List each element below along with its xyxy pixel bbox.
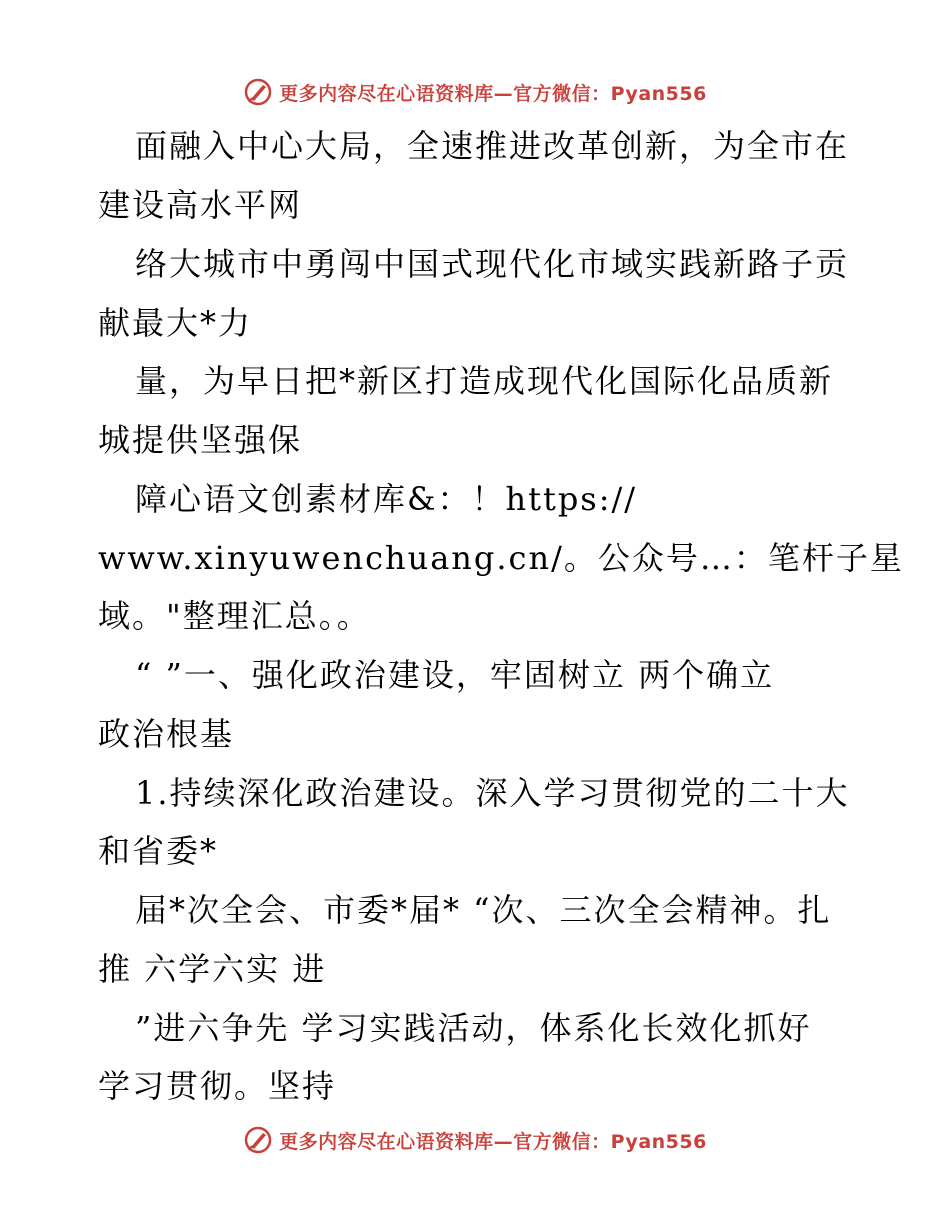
header-watermark (0, 72, 950, 112)
quill-logo-icon (243, 1125, 273, 1155)
text-line: 学习贯彻。坚持 (98, 1067, 337, 1105)
text-line: 量，为早日把*新区打造成现代化国际化品质新 (135, 362, 834, 400)
text-line: 1.持续深化政治建设。深入学习贯彻党的二十大 (135, 774, 850, 812)
text-line: 政治根基 (98, 715, 235, 753)
text-line: ”进六争先 学习实践活动，体系化长效化抓好 (135, 1009, 812, 1047)
text-line: 络大城市中勇闯中国式现代化市域实践新路子贡 (135, 245, 850, 283)
text-line: www.xinyuwenchuang.cn/。公众号…：笔杆子星 (98, 539, 904, 577)
text-line: 推 六学六实 进 (98, 950, 327, 988)
text-line: 届*次全会、市委*届* “次、三次全会精神。扎 (135, 891, 832, 929)
watermark-text: 更多内容尽在心语资料库—官方微信：Pyan556 (279, 1130, 707, 1153)
text-line: 障心语文创素材库&：！https:// (135, 480, 638, 518)
watermark-text: 更多内容尽在心语资料库—官方微信：Pyan556 (279, 82, 707, 105)
text-line: 献最大*力 (98, 304, 253, 342)
footer-watermark (0, 1120, 950, 1160)
section-heading: “ ”一、强化政治建设，牢固树立 两个确立 (135, 656, 775, 694)
text-line: 建设高水平网 (98, 186, 303, 224)
text-line: 和省委* (98, 832, 219, 870)
text-line: 域。"整理汇总。。 (98, 597, 371, 635)
text-line: 面融入中心大局，全速推进改革创新，为全市在 (135, 127, 850, 165)
text-line: 城提供坚强保 (98, 421, 303, 459)
quill-logo-icon (243, 77, 273, 107)
